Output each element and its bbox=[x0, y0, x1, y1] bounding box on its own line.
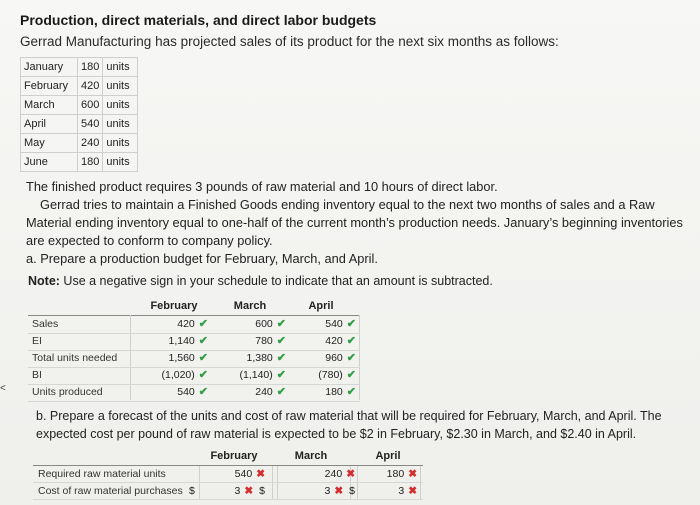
budget-row bbox=[28, 384, 360, 402]
header-february: February bbox=[210, 450, 258, 462]
materials-forecast-table bbox=[33, 450, 423, 500]
checkmark-icon: ✔ bbox=[346, 335, 356, 347]
checkmark-icon: ✔ bbox=[276, 386, 286, 398]
header-april: April bbox=[308, 300, 334, 312]
budget-input[interactable] bbox=[240, 368, 287, 382]
materials-input[interactable] bbox=[325, 468, 355, 480]
budget-input[interactable] bbox=[318, 368, 356, 382]
materials-header bbox=[33, 450, 423, 466]
budget-input[interactable] bbox=[325, 334, 356, 348]
wrong-x-icon: ✖ bbox=[408, 485, 417, 497]
part-b-instruction-2: expected cost per pound of raw material is expected to be $2 in February, $2.30 in March, and $2.40 in April. bbox=[36, 427, 637, 441]
wrong-x-icon: ✖ bbox=[244, 485, 254, 497]
materials-value: 240 bbox=[324, 468, 343, 480]
header-march: March bbox=[294, 450, 328, 462]
wrong-x-icon: ✖ bbox=[408, 468, 417, 480]
note-label: Note: bbox=[28, 274, 60, 288]
sales-unit: units bbox=[103, 115, 138, 134]
budget-value: 240 bbox=[255, 386, 273, 398]
checkmark-icon: ✔ bbox=[346, 352, 356, 364]
budget-value: 540 bbox=[177, 386, 195, 398]
budget-value: (1,020) bbox=[161, 369, 195, 381]
checkmark-icon: ✔ bbox=[198, 386, 208, 398]
budget-value: 1,380 bbox=[246, 352, 273, 364]
paragraph-policy-2: Material ending inventory equal to one-half of the current month’s production needs. January’s beginning inventories bbox=[26, 215, 683, 230]
materials-row-label: Cost of raw material purchases bbox=[38, 485, 183, 497]
header-april: April bbox=[375, 450, 401, 462]
sales-quantity: 180 bbox=[78, 58, 103, 77]
sales-row bbox=[21, 134, 138, 153]
materials-row bbox=[33, 466, 423, 483]
sales-unit: units bbox=[103, 96, 138, 115]
budget-value: 540 bbox=[325, 318, 343, 330]
sales-month: June bbox=[21, 153, 78, 172]
note-text: Use a negative sign in your schedule to indicate that an amount is subtracted. bbox=[59, 274, 493, 288]
checkmark-icon: ✔ bbox=[198, 335, 208, 347]
budget-row bbox=[28, 333, 360, 351]
budget-input[interactable] bbox=[325, 351, 356, 365]
budget-input[interactable] bbox=[325, 317, 356, 331]
sales-month: January bbox=[21, 58, 78, 77]
budget-value: 600 bbox=[255, 318, 273, 330]
budget-value: 1,560 bbox=[168, 352, 195, 364]
sales-row bbox=[21, 77, 138, 96]
budget-input[interactable] bbox=[169, 334, 209, 348]
checkmark-icon: ✔ bbox=[346, 318, 356, 330]
checkmark-icon: ✔ bbox=[346, 369, 356, 381]
sales-month: February bbox=[21, 77, 78, 96]
wrong-x-icon: ✖ bbox=[334, 485, 344, 497]
materials-value: 3 bbox=[324, 485, 331, 497]
paragraph-policy-3: are expected to conform to company policy. bbox=[26, 233, 273, 248]
materials-value: 3 bbox=[398, 485, 405, 497]
part-a-instruction: a. Prepare a production budget for February, March, and April. bbox=[26, 251, 378, 266]
materials-row bbox=[33, 483, 423, 500]
budget-row-label: Units produced bbox=[32, 386, 103, 398]
sales-month: March bbox=[21, 96, 78, 115]
budget-row-label: Sales bbox=[32, 318, 59, 330]
budget-input[interactable] bbox=[247, 351, 287, 365]
budget-input[interactable] bbox=[255, 317, 286, 331]
sales-quantity: 420 bbox=[78, 77, 103, 96]
materials-input[interactable] bbox=[387, 468, 417, 480]
budget-value: (1,140) bbox=[239, 369, 273, 381]
budget-row-label: EI bbox=[32, 335, 42, 347]
budget-row-label: BI bbox=[32, 369, 42, 381]
sales-quantity: 600 bbox=[78, 96, 103, 115]
materials-value: 540 bbox=[234, 468, 253, 480]
materials-value: 180 bbox=[386, 468, 405, 480]
paragraph-materials: The finished product requires 3 pounds of raw material and 10 hours of direct labor. bbox=[26, 179, 498, 194]
production-budget-table bbox=[28, 299, 360, 403]
edge-marker: < bbox=[0, 383, 6, 394]
materials-value: 3 bbox=[234, 485, 241, 497]
budget-input[interactable] bbox=[177, 385, 208, 399]
wrong-x-icon: ✖ bbox=[256, 468, 265, 480]
sales-row bbox=[21, 115, 138, 134]
part-b-instruction-1: b. Prepare a forecast of the units and cost of raw material that will be required for February, March, and April. The bbox=[36, 409, 662, 423]
materials-input[interactable] bbox=[235, 468, 265, 480]
production-budget-header bbox=[28, 299, 360, 316]
dollar-sign: $ bbox=[259, 485, 265, 497]
sales-month: May bbox=[21, 134, 78, 153]
budget-value: 420 bbox=[177, 318, 195, 330]
sales-quantity: 240 bbox=[78, 134, 103, 153]
budget-input[interactable] bbox=[325, 385, 356, 399]
sales-unit: units bbox=[103, 153, 138, 172]
checkmark-icon: ✔ bbox=[276, 335, 286, 347]
checkmark-icon: ✔ bbox=[276, 318, 286, 330]
sales-unit: units bbox=[103, 134, 138, 153]
intro-text: Gerrad Manufacturing has projected sales of its product for the next six months as follows: bbox=[20, 34, 559, 49]
sales-month: April bbox=[21, 115, 78, 134]
budget-row bbox=[28, 350, 360, 368]
budget-input[interactable] bbox=[162, 368, 209, 382]
materials-input[interactable] bbox=[398, 485, 417, 497]
materials-input[interactable] bbox=[235, 485, 266, 497]
materials-row-label: Required raw material units bbox=[38, 468, 166, 480]
sales-row bbox=[21, 153, 138, 172]
dollar-sign: $ bbox=[349, 485, 355, 497]
sales-quantity: 180 bbox=[78, 153, 103, 172]
sales-unit: units bbox=[103, 77, 138, 96]
sales-row bbox=[21, 58, 138, 77]
checkmark-icon: ✔ bbox=[276, 352, 286, 364]
checkmark-icon: ✔ bbox=[346, 386, 356, 398]
budget-input[interactable] bbox=[169, 351, 209, 365]
checkmark-icon: ✔ bbox=[198, 318, 208, 330]
checkmark-icon: ✔ bbox=[276, 369, 286, 381]
budget-value: (780) bbox=[318, 369, 343, 381]
budget-value: 180 bbox=[325, 386, 343, 398]
wrong-x-icon: ✖ bbox=[346, 468, 355, 480]
budget-row bbox=[28, 367, 360, 385]
budget-input[interactable] bbox=[255, 334, 286, 348]
dollar-sign: $ bbox=[189, 485, 195, 497]
budget-input[interactable] bbox=[255, 385, 286, 399]
budget-value: 1,140 bbox=[168, 335, 195, 347]
note-line bbox=[28, 274, 493, 288]
sales-quantity: 540 bbox=[78, 115, 103, 134]
budget-value: 960 bbox=[325, 352, 343, 364]
header-march: March bbox=[233, 300, 267, 312]
paragraph-policy-1: Gerrad tries to maintain a Finished Goods ending inventory equal to the next two months of sales and a Raw bbox=[40, 197, 655, 212]
budget-input[interactable] bbox=[177, 317, 208, 331]
checkmark-icon: ✔ bbox=[198, 369, 208, 381]
materials-input[interactable] bbox=[325, 485, 356, 497]
budget-value: 780 bbox=[255, 335, 273, 347]
sales-row bbox=[21, 96, 138, 115]
checkmark-icon: ✔ bbox=[198, 352, 208, 364]
sales-unit: units bbox=[103, 58, 138, 77]
budget-row-label: Total units needed bbox=[32, 352, 118, 364]
budget-row bbox=[28, 316, 360, 334]
sales-table bbox=[20, 57, 138, 172]
page-title: Production, direct materials, and direct labor budgets bbox=[20, 12, 377, 28]
budget-value: 420 bbox=[325, 335, 343, 347]
header-february: February bbox=[150, 300, 198, 312]
